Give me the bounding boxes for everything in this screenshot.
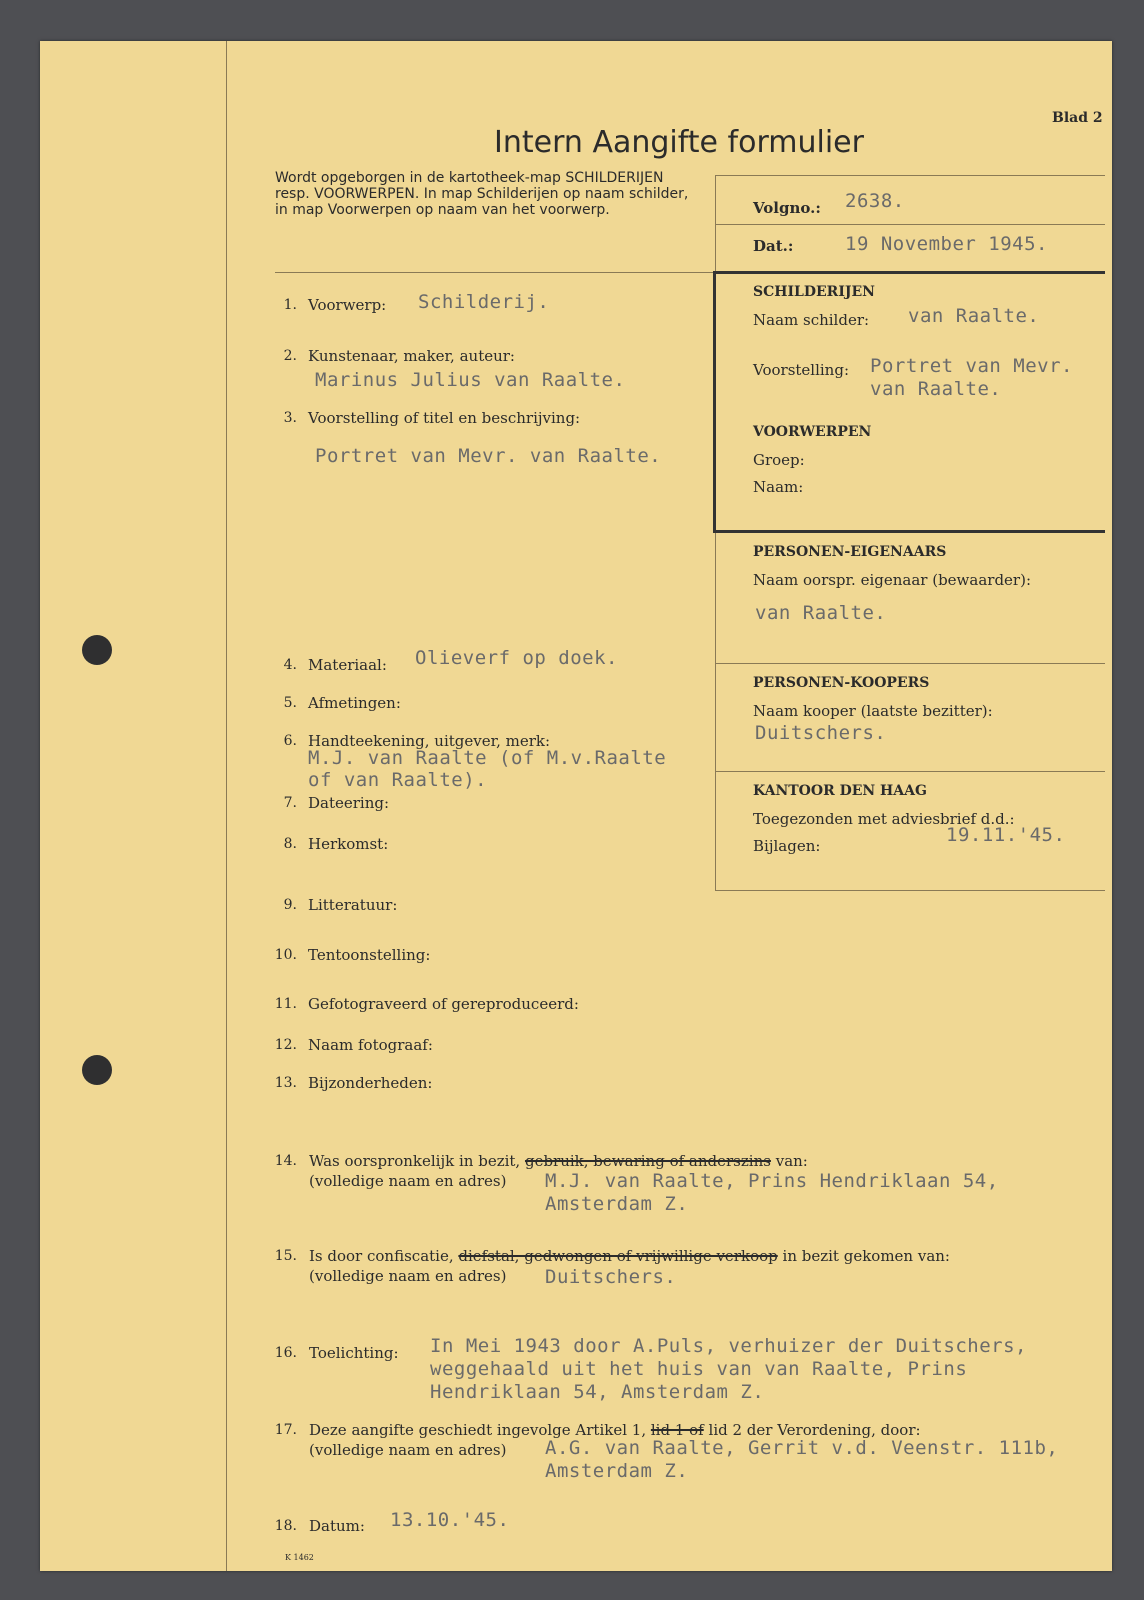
voorwerp-label: Voorwerp: <box>308 296 387 314</box>
herkomst-label: Herkomst: <box>308 835 389 853</box>
gefotograveerd-label: Gefotograveerd of gereproduceerd: <box>308 995 579 1013</box>
form-title: Intern Aangifte formulier <box>494 125 864 160</box>
item-number: 8. <box>283 836 297 852</box>
volgno-label: Volgno.: <box>753 199 821 217</box>
punch-hole <box>82 635 112 665</box>
item-number: 12. <box>274 1037 297 1053</box>
datum-label: Datum: <box>309 1517 365 1535</box>
item17-label-a: Deze aangifte geschiedt ingevolge Artikel 1, <box>309 1421 647 1439</box>
handteekening-value-line1: M.J. van Raalte (of M.v.Raalte <box>308 747 667 769</box>
divider <box>715 224 1105 225</box>
divider <box>715 533 716 890</box>
materiaal-label: Materiaal: <box>308 656 387 674</box>
eigenaars-heading: PERSONEN-EIGENAARS <box>753 544 947 560</box>
item14-label-struck: gebruik, bewaring of anderszins <box>524 1152 771 1170</box>
voorwerpen-heading: VOORWERPEN <box>753 424 872 440</box>
item14-label-a: Was oorspronkelijk in bezit, <box>309 1152 521 1170</box>
naam-label: Naam: <box>753 478 804 496</box>
toegezonden-label: Toegezonden met adviesbrief d.d.: <box>753 810 1015 828</box>
toelichting-value-line2: weggehaald uit het huis van van Raalte, Prins <box>430 1358 968 1380</box>
bijzonderheden-label: Bijzonderheden: <box>308 1074 433 1092</box>
eigenaar-label: Naam oorspr. eigenaar (bewaarder): <box>753 571 1032 589</box>
dateering-label: Dateering: <box>308 794 390 812</box>
divider <box>715 771 1105 772</box>
item17-label-struck: lid 1 of <box>650 1421 704 1439</box>
voorwerp-value: Schilderij. <box>418 291 550 313</box>
item15-label-struck: diefstal, gedwongen of vrijwillige verkoop <box>458 1247 778 1265</box>
eigenaar-value: van Raalte. <box>755 602 887 624</box>
voorstelling-value-line2: van Raalte. <box>870 378 1002 400</box>
item-number: 17. <box>274 1422 297 1438</box>
item-number: 4. <box>283 657 297 673</box>
toelichting-value-line1: In Mei 1943 door A.Puls, verhuizer der Duitschers, <box>430 1335 1027 1357</box>
item-number: 18. <box>274 1518 297 1534</box>
groep-label: Groep: <box>753 451 805 469</box>
punch-hole <box>82 1055 112 1085</box>
box-border <box>714 271 1105 274</box>
item-number: 2. <box>283 348 297 364</box>
schilderijen-heading: SCHILDERIJEN <box>753 284 875 300</box>
kantoor-heading: KANTOOR DEN HAAG <box>753 783 927 799</box>
margin-line <box>226 41 227 1571</box>
toelichting-label: Toelichting: <box>309 1344 399 1362</box>
form-code: K 1462 <box>285 1553 314 1562</box>
box-border <box>713 271 716 533</box>
item-number: 16. <box>274 1345 297 1361</box>
naam-schilder-label: Naam schilder: <box>753 311 870 329</box>
item15-label <box>309 1247 950 1265</box>
item-number: 5. <box>283 695 297 711</box>
handteekening-value-line2: of van Raalte). <box>308 769 488 791</box>
item14-value-line2: Amsterdam Z. <box>545 1193 689 1215</box>
divider <box>715 663 1105 664</box>
divider <box>715 890 1105 891</box>
naam-schilder-value: van Raalte. <box>908 305 1040 327</box>
kooper-value: Duitschers. <box>755 722 887 744</box>
item-number: 1. <box>283 297 297 313</box>
item17-value-line1: A.G. van Raalte, Gerrit v.d. Veenstr. 111b, <box>545 1437 1059 1459</box>
item15-sub: (volledige naam en adres) <box>309 1267 507 1285</box>
voorstelling-label: Voorstelling: <box>753 361 849 379</box>
voorstelling-value-line1: Portret van Mevr. <box>870 355 1073 377</box>
datum-value: 13.10.'45. <box>390 1509 510 1531</box>
item-number: 6. <box>283 733 297 749</box>
bijlagen-label: Bijlagen: <box>753 837 821 855</box>
handteekening-label: Handteekening, uitgever, merk: <box>308 732 551 750</box>
item-number: 10. <box>274 947 297 963</box>
voorstelling-titel-label: Voorstelling of titel en beschrijving: <box>308 409 581 427</box>
kooper-label: Naam kooper (laatste bezitter): <box>753 702 993 720</box>
dat-value: 19 November 1945. <box>845 233 1048 255</box>
dat-label: Dat.: <box>753 237 794 255</box>
item14-sub: (volledige naam en adres) <box>309 1172 507 1190</box>
materiaal-value: Olieverf op doek. <box>415 647 618 669</box>
item17-label-b: lid 2 der Verordening, door: <box>708 1421 921 1439</box>
volgno-value: 2638. <box>845 190 905 212</box>
intro-text: Wordt opgeborgen in de kartotheek-map SCHILDERIJEN resp. VOORWERPEN. In map Schilderijen op naam schilder, in map Voorwerpen op naam van het voorwerp. <box>275 170 689 218</box>
item-number: 15. <box>274 1248 297 1264</box>
item-number: 9. <box>283 897 297 913</box>
item14-label-b: van: <box>775 1152 808 1170</box>
item-number: 14. <box>274 1153 297 1169</box>
litteratuur-label: Litteratuur: <box>308 896 398 914</box>
toelichting-value-line3: Hendriklaan 54, Amsterdam Z. <box>430 1381 765 1403</box>
afmetingen-label: Afmetingen: <box>308 694 401 712</box>
fotograaf-label: Naam fotograaf: <box>308 1036 433 1054</box>
item-number: 3. <box>283 410 297 426</box>
item14-label <box>309 1152 808 1170</box>
item-number: 7. <box>283 795 297 811</box>
item17-sub: (volledige naam en adres) <box>309 1441 507 1459</box>
divider <box>715 175 1105 176</box>
item-number: 13. <box>274 1075 297 1091</box>
kunstenaar-label: Kunstenaar, maker, auteur: <box>308 347 515 365</box>
item15-label-b: in bezit gekomen van: <box>782 1247 950 1265</box>
kunstenaar-value: Marinus Julius van Raalte. <box>315 369 626 391</box>
item17-value-line2: Amsterdam Z. <box>545 1460 689 1482</box>
item-number: 11. <box>274 996 297 1012</box>
voorstelling-titel-value: Portret van Mevr. van Raalte. <box>315 445 662 467</box>
item14-value-line1: M.J. van Raalte, Prins Hendriklaan 54, <box>545 1170 999 1192</box>
item15-value: Duitschers. <box>545 1266 677 1288</box>
koopers-heading: PERSONEN-KOOPERS <box>753 675 930 691</box>
tentoonstelling-label: Tentoonstelling: <box>308 946 431 964</box>
item15-label-a: Is door confiscatie, <box>309 1247 454 1265</box>
box-border <box>714 530 1105 533</box>
toegezonden-value: 19.11.'45. <box>946 824 1066 846</box>
divider <box>275 272 715 273</box>
page-number: Blad 2 <box>1052 110 1103 126</box>
